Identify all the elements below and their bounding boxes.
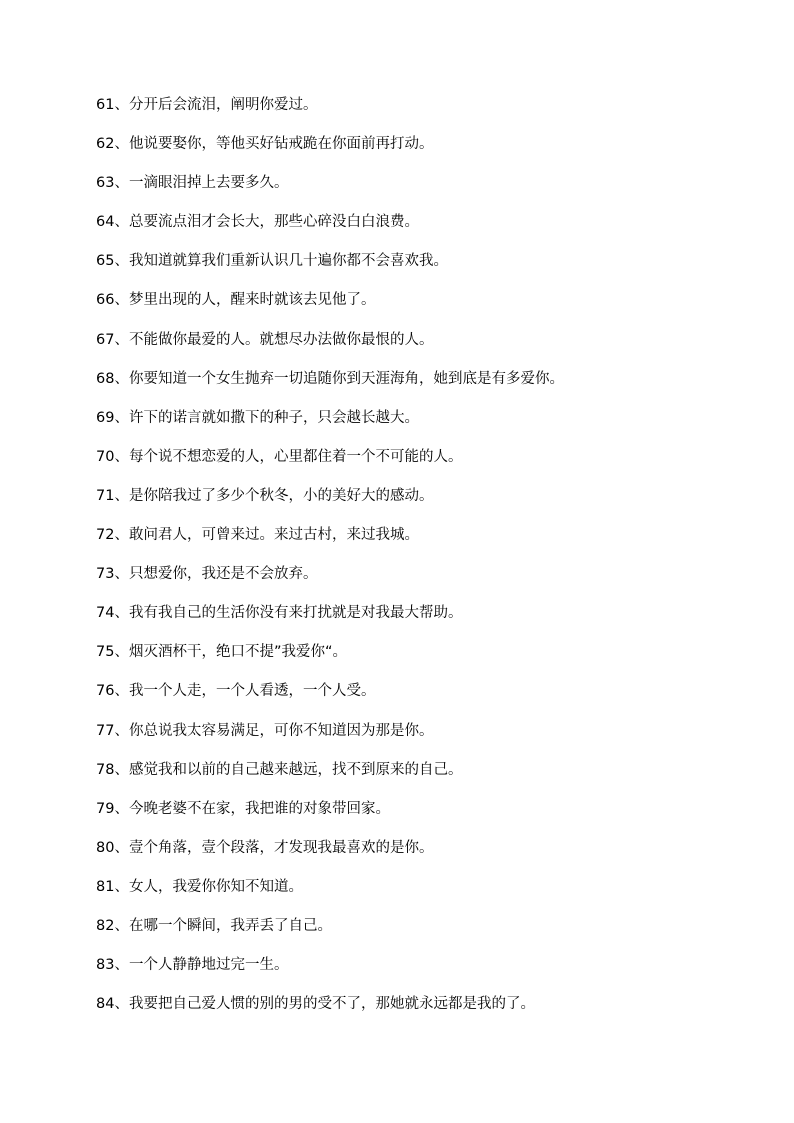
item-text: 、我一个人走，一个人看透，一个人受。 — [114, 683, 376, 700]
item-text: 、总要流点泪才会长大，那些心碎没白白浪费。 — [114, 214, 419, 231]
item-number: 72 — [96, 527, 115, 544]
list-item — [96, 407, 756, 446]
item-number: 66 — [96, 292, 115, 309]
item-number: 78 — [96, 761, 115, 778]
item-number: 74 — [96, 605, 115, 622]
item-text: 、今晚老婆不在家，我把谁的对象带回家。 — [114, 800, 390, 817]
list-item — [96, 485, 756, 524]
item-number: 62 — [96, 136, 115, 153]
list-item — [96, 133, 756, 172]
item-text: 、我知道就算我们重新认识几十遍你都不会喜欢我。 — [114, 253, 448, 270]
list-item — [96, 563, 756, 602]
item-text: 、每个说不想恋爱的人，心里都住着一个不可能的人。 — [114, 448, 463, 465]
list-item — [96, 94, 756, 133]
list-item — [96, 172, 756, 211]
list-item — [96, 876, 756, 915]
list-item — [96, 524, 756, 563]
list-item — [96, 602, 756, 641]
item-text: 、你要知道一个女生抛弃一切追随你到天涯海角，她到底是有多爱你。 — [114, 370, 564, 387]
list-item — [96, 368, 756, 407]
item-text: 、烟灭酒杯干，绝口不提”我爱你“。 — [114, 644, 347, 661]
item-number: 69 — [96, 409, 115, 426]
list-item — [96, 680, 756, 719]
item-text: 、分开后会流泪，阐明你爱过。 — [114, 97, 318, 113]
item-text: 、他说要娶你，等他买好钻戒跪在你面前再打动。 — [114, 136, 434, 153]
item-text: 、一个人静静地过完一生。 — [114, 957, 289, 974]
item-number: 84 — [96, 996, 115, 1013]
item-text: 、许下的诺言就如撒下的种子，只会越长越大。 — [114, 409, 419, 426]
item-number: 79 — [96, 800, 115, 817]
list-item — [96, 798, 756, 837]
list-item — [96, 759, 756, 798]
list-item — [96, 250, 756, 289]
item-number: 68 — [96, 370, 115, 387]
item-number: 76 — [96, 683, 115, 700]
list-item — [96, 915, 756, 954]
list-item — [96, 289, 756, 328]
item-text: 、在哪一个瞬间，我弄丢了自己。 — [114, 917, 332, 934]
item-number: 77 — [96, 722, 115, 739]
item-text: 、女人，我爱你你知不知道。 — [114, 878, 303, 895]
item-number: 71 — [96, 487, 115, 504]
list-item — [96, 954, 756, 993]
item-text: 、敢问君人，可曾来过。来过古村，来过我城。 — [114, 527, 419, 544]
item-number: 82 — [96, 917, 115, 934]
item-text: 、梦里出现的人，醒来时就该去见他了。 — [114, 292, 376, 309]
item-number: 65 — [96, 253, 115, 270]
item-number: 81 — [96, 878, 115, 895]
list-item — [96, 720, 756, 759]
item-number: 80 — [96, 839, 115, 856]
list-item — [96, 641, 756, 680]
item-text: 、只想爱你，我还是不会放弃。 — [114, 566, 318, 583]
item-text: 、我有我自己的生活你没有来打扰就是对我最大帮助。 — [114, 605, 463, 622]
item-text: 、壹个角落，壹个段落，才发现我最喜欢的是你。 — [114, 839, 434, 856]
list-item — [96, 446, 756, 485]
list-item — [96, 329, 756, 368]
item-text: 、一滴眼泪掉上去要多久。 — [114, 175, 289, 192]
item-text: 、是你陪我过了多少个秋冬，小的美好大的感动。 — [114, 487, 434, 504]
item-number: 83 — [96, 957, 115, 974]
list-item — [96, 211, 756, 250]
item-number: 64 — [96, 214, 115, 231]
item-text: 、你总说我太容易满足，可你不知道因为那是你。 — [114, 722, 434, 739]
item-number: 63 — [96, 175, 115, 192]
item-number: 70 — [96, 448, 115, 465]
item-text: 、感觉我和以前的自己越来越远，找不到原来的自己。 — [114, 761, 463, 778]
item-text: 、不能做你最爱的人。就想尽办法做你最恨的人。 — [114, 331, 434, 348]
quote-list — [96, 94, 756, 1032]
item-text: 、我要把自己爱人惯的别的男的受不了，那她就永远都是我的了。 — [114, 996, 535, 1013]
item-number: 73 — [96, 566, 115, 583]
list-item — [96, 993, 756, 1032]
item-number: 67 — [96, 331, 115, 348]
list-item — [96, 837, 756, 876]
item-number: 61 — [96, 97, 115, 113]
item-number: 75 — [96, 644, 115, 661]
